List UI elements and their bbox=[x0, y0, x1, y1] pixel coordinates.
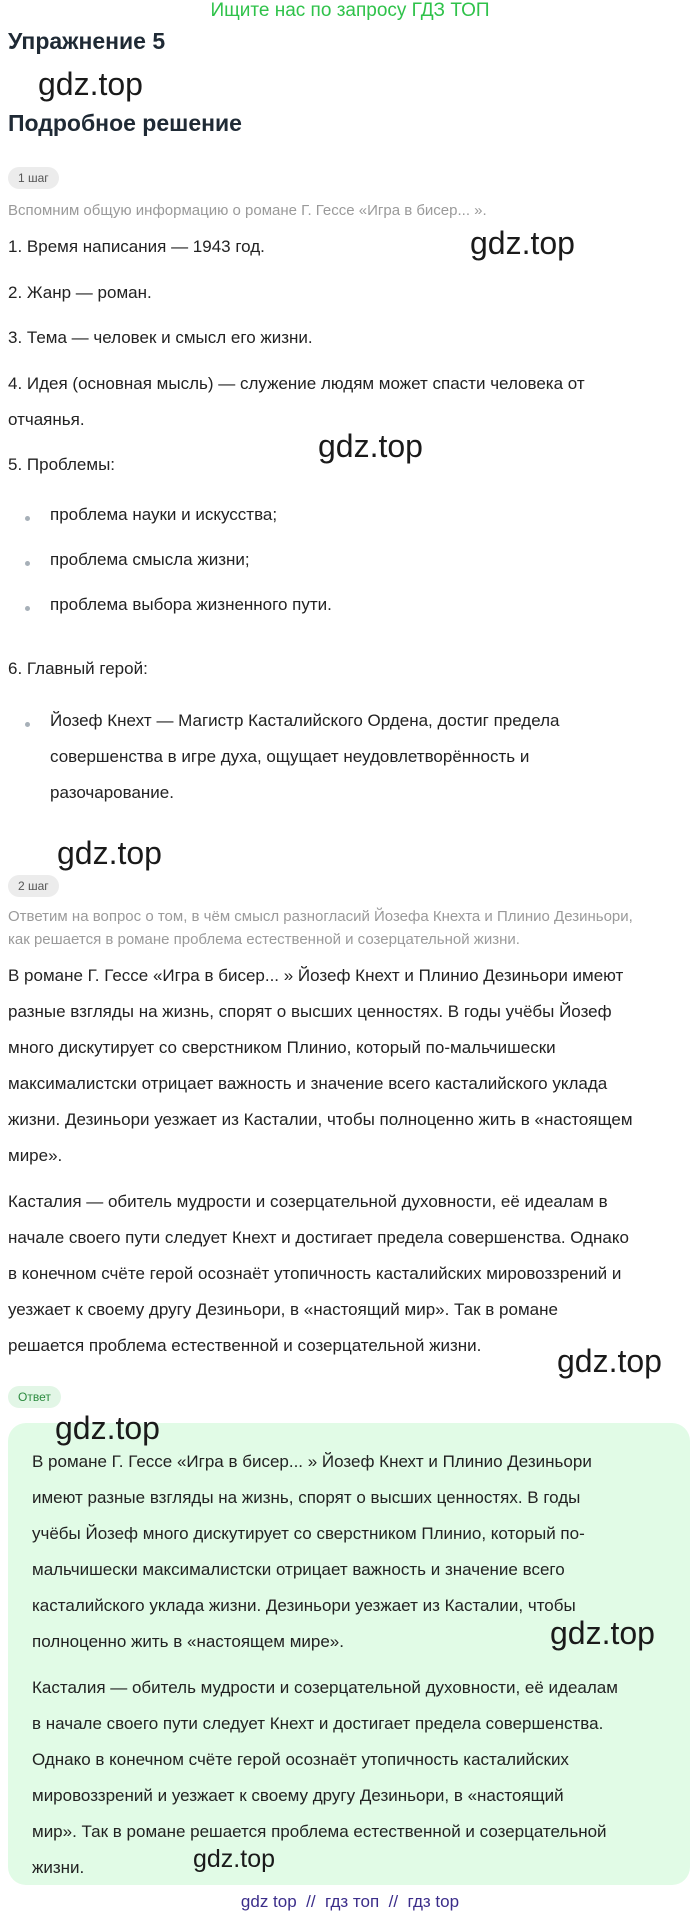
answer-paragraph-1-line: учёбы Йозеф много дискутирует со сверстником Плинио, который по- bbox=[32, 1524, 585, 1543]
answer-paragraph-1-line: имеют разные взгляды на жизнь, спорят о высших ценностях. В годы bbox=[32, 1488, 581, 1507]
bullet-dot bbox=[25, 516, 30, 521]
step-2-intro: Ответим на вопрос о том, в чём смысл разногласий Йозефа Кнехта и Плинио Дезиньори, bbox=[8, 908, 633, 925]
step-2-paragraph-2-line: Касталия — обитель мудрости и созерцательной духовности, её идеалам в bbox=[8, 1192, 608, 1211]
step-2-paragraph-1-line: жизни. Дезиньори уезжает из Касталии, чтобы полноценно жить в «настоящем bbox=[8, 1110, 633, 1129]
watermark: gdz.top bbox=[193, 1845, 276, 1873]
answer-paragraph-1-line: полноценно жить в «настоящем мире». bbox=[32, 1632, 344, 1651]
watermark: gdz.top bbox=[557, 1343, 662, 1379]
problem-item: проблема выбора жизненного пути. bbox=[50, 595, 332, 614]
problem-item: проблема науки и искусства; bbox=[50, 505, 278, 524]
answer-paragraph-2-line: Однако в конечном счёте герой осознаёт утопичность касталийских bbox=[32, 1750, 569, 1769]
step-1-chip: 1 шаг bbox=[8, 167, 59, 189]
answer-paragraph-2-line: Касталия — обитель мудрости и созерцательной духовности, её идеалам bbox=[32, 1678, 618, 1697]
exercise-title: Упражнение 5 bbox=[8, 28, 166, 54]
watermark: gdz.top bbox=[38, 66, 143, 102]
watermark: gdz.top bbox=[318, 428, 423, 464]
bullet-dot bbox=[25, 606, 30, 611]
footer-link-gdz-top[interactable]: gdz top bbox=[240, 1892, 297, 1911]
step-1-item: отчаянья. bbox=[8, 410, 85, 429]
step-2-paragraph-2-line: в конечном счёте герой осознаёт утопичность касталийских мировоззрений и bbox=[8, 1264, 622, 1283]
hero-line: разочарование. bbox=[50, 783, 174, 802]
answer-paragraph-2-line: в начале своего пути следует Кнехт и достигает предела совершенства. bbox=[32, 1714, 604, 1733]
watermark: gdz.top bbox=[550, 1615, 655, 1651]
footer-links bbox=[0, 1892, 700, 1912]
step-2-paragraph-1-line: максималистски отрицает важность и значение всего касталийского уклада bbox=[8, 1074, 608, 1093]
answer-chip: Ответ bbox=[8, 1386, 61, 1408]
answer-paragraph-1-line: касталийского уклада жизни. Дезиньори уезжает из Касталии, чтобы bbox=[32, 1596, 576, 1615]
answer-paragraph-2-line: мировоззрений и уезжает к своему другу Дезиньори, в «настоящий bbox=[32, 1786, 564, 1805]
step-2-chip: 2 шаг bbox=[8, 875, 59, 897]
step-2-paragraph-2-line: решается проблема естественной и созерцательной жизни. bbox=[8, 1336, 482, 1355]
footer-link-gdz-top-mixed[interactable]: гдз top bbox=[407, 1892, 460, 1911]
step-2-paragraph-1-line: разные взгляды на жизнь, спорят о высших ценностях. В годы учёбы Йозеф bbox=[8, 1002, 612, 1021]
footer-separator: // bbox=[306, 1892, 316, 1911]
step-1-item: 1. Время написания — 1943 год. bbox=[8, 237, 265, 256]
answer-paragraph-1-line: В романе Г. Гессе «Игра в бисер... » Йозеф Кнехт и Плинио Дезиньори bbox=[32, 1452, 592, 1471]
step-1-item: 4. Идея (основная мысль) — служение людям может спасти человека от bbox=[8, 374, 585, 393]
step-1-item: 5. Проблемы: bbox=[8, 455, 116, 474]
answer-paragraph-2-line: мир». Так в романе решается проблема естественной и созерцательной bbox=[32, 1822, 607, 1841]
answer-paragraph-1-line: мальчишески максималистски отрицает важность и значение всего bbox=[32, 1560, 565, 1579]
bullet-dot bbox=[25, 561, 30, 566]
hero-line: Йозеф Кнехт — Магистр Касталийского Ордена, достиг предела bbox=[50, 711, 560, 730]
footer-separator: // bbox=[388, 1892, 399, 1911]
watermark: gdz.top bbox=[470, 225, 575, 261]
step-2-paragraph-2-line: уезжает к своему другу Дезиньори, в «настоящий мир». Так в романе bbox=[8, 1300, 558, 1319]
answer-paragraph-2-line: жизни. bbox=[32, 1858, 85, 1877]
hero-line: совершенства в игре духа, ощущает неудовлетворённость и bbox=[50, 747, 530, 766]
step-2-paragraph-1-line: мире». bbox=[8, 1146, 63, 1165]
watermark: gdz.top bbox=[57, 835, 162, 871]
hero-label: 6. Главный герой: bbox=[8, 659, 148, 678]
search-banner[interactable]: Ищите нас по запросу ГДЗ ТОП bbox=[210, 0, 490, 21]
step-2-paragraph-2-line: начале своего пути следует Кнехт и достигает предела совершенства. Однако bbox=[8, 1228, 629, 1247]
step-2-intro: как решается в романе проблема естественной и созерцательной жизни. bbox=[8, 931, 520, 948]
step-2-paragraph-1-line: много дискутирует со сверстником Плинио, который по-мальчишески bbox=[8, 1038, 556, 1057]
bullet-dot bbox=[25, 722, 30, 727]
step-1-item: 3. Тема — человек и смысл его жизни. bbox=[8, 328, 313, 347]
step-1-item: 2. Жанр — роман. bbox=[8, 283, 152, 302]
watermark: gdz.top bbox=[55, 1410, 160, 1446]
footer-link-gdz-top-ru[interactable]: гдз топ bbox=[325, 1892, 380, 1911]
problem-item: проблема смысла жизни; bbox=[50, 550, 250, 569]
solution-title: Подробное решение bbox=[8, 110, 242, 136]
step-2-paragraph-1-line: В романе Г. Гессе «Игра в бисер... » Йозеф Кнехт и Плинио Дезиньори имеют bbox=[8, 966, 624, 985]
step-1-intro: Вспомним общую информацию о романе Г. Гессе «Игра в бисер... ». bbox=[8, 202, 487, 219]
